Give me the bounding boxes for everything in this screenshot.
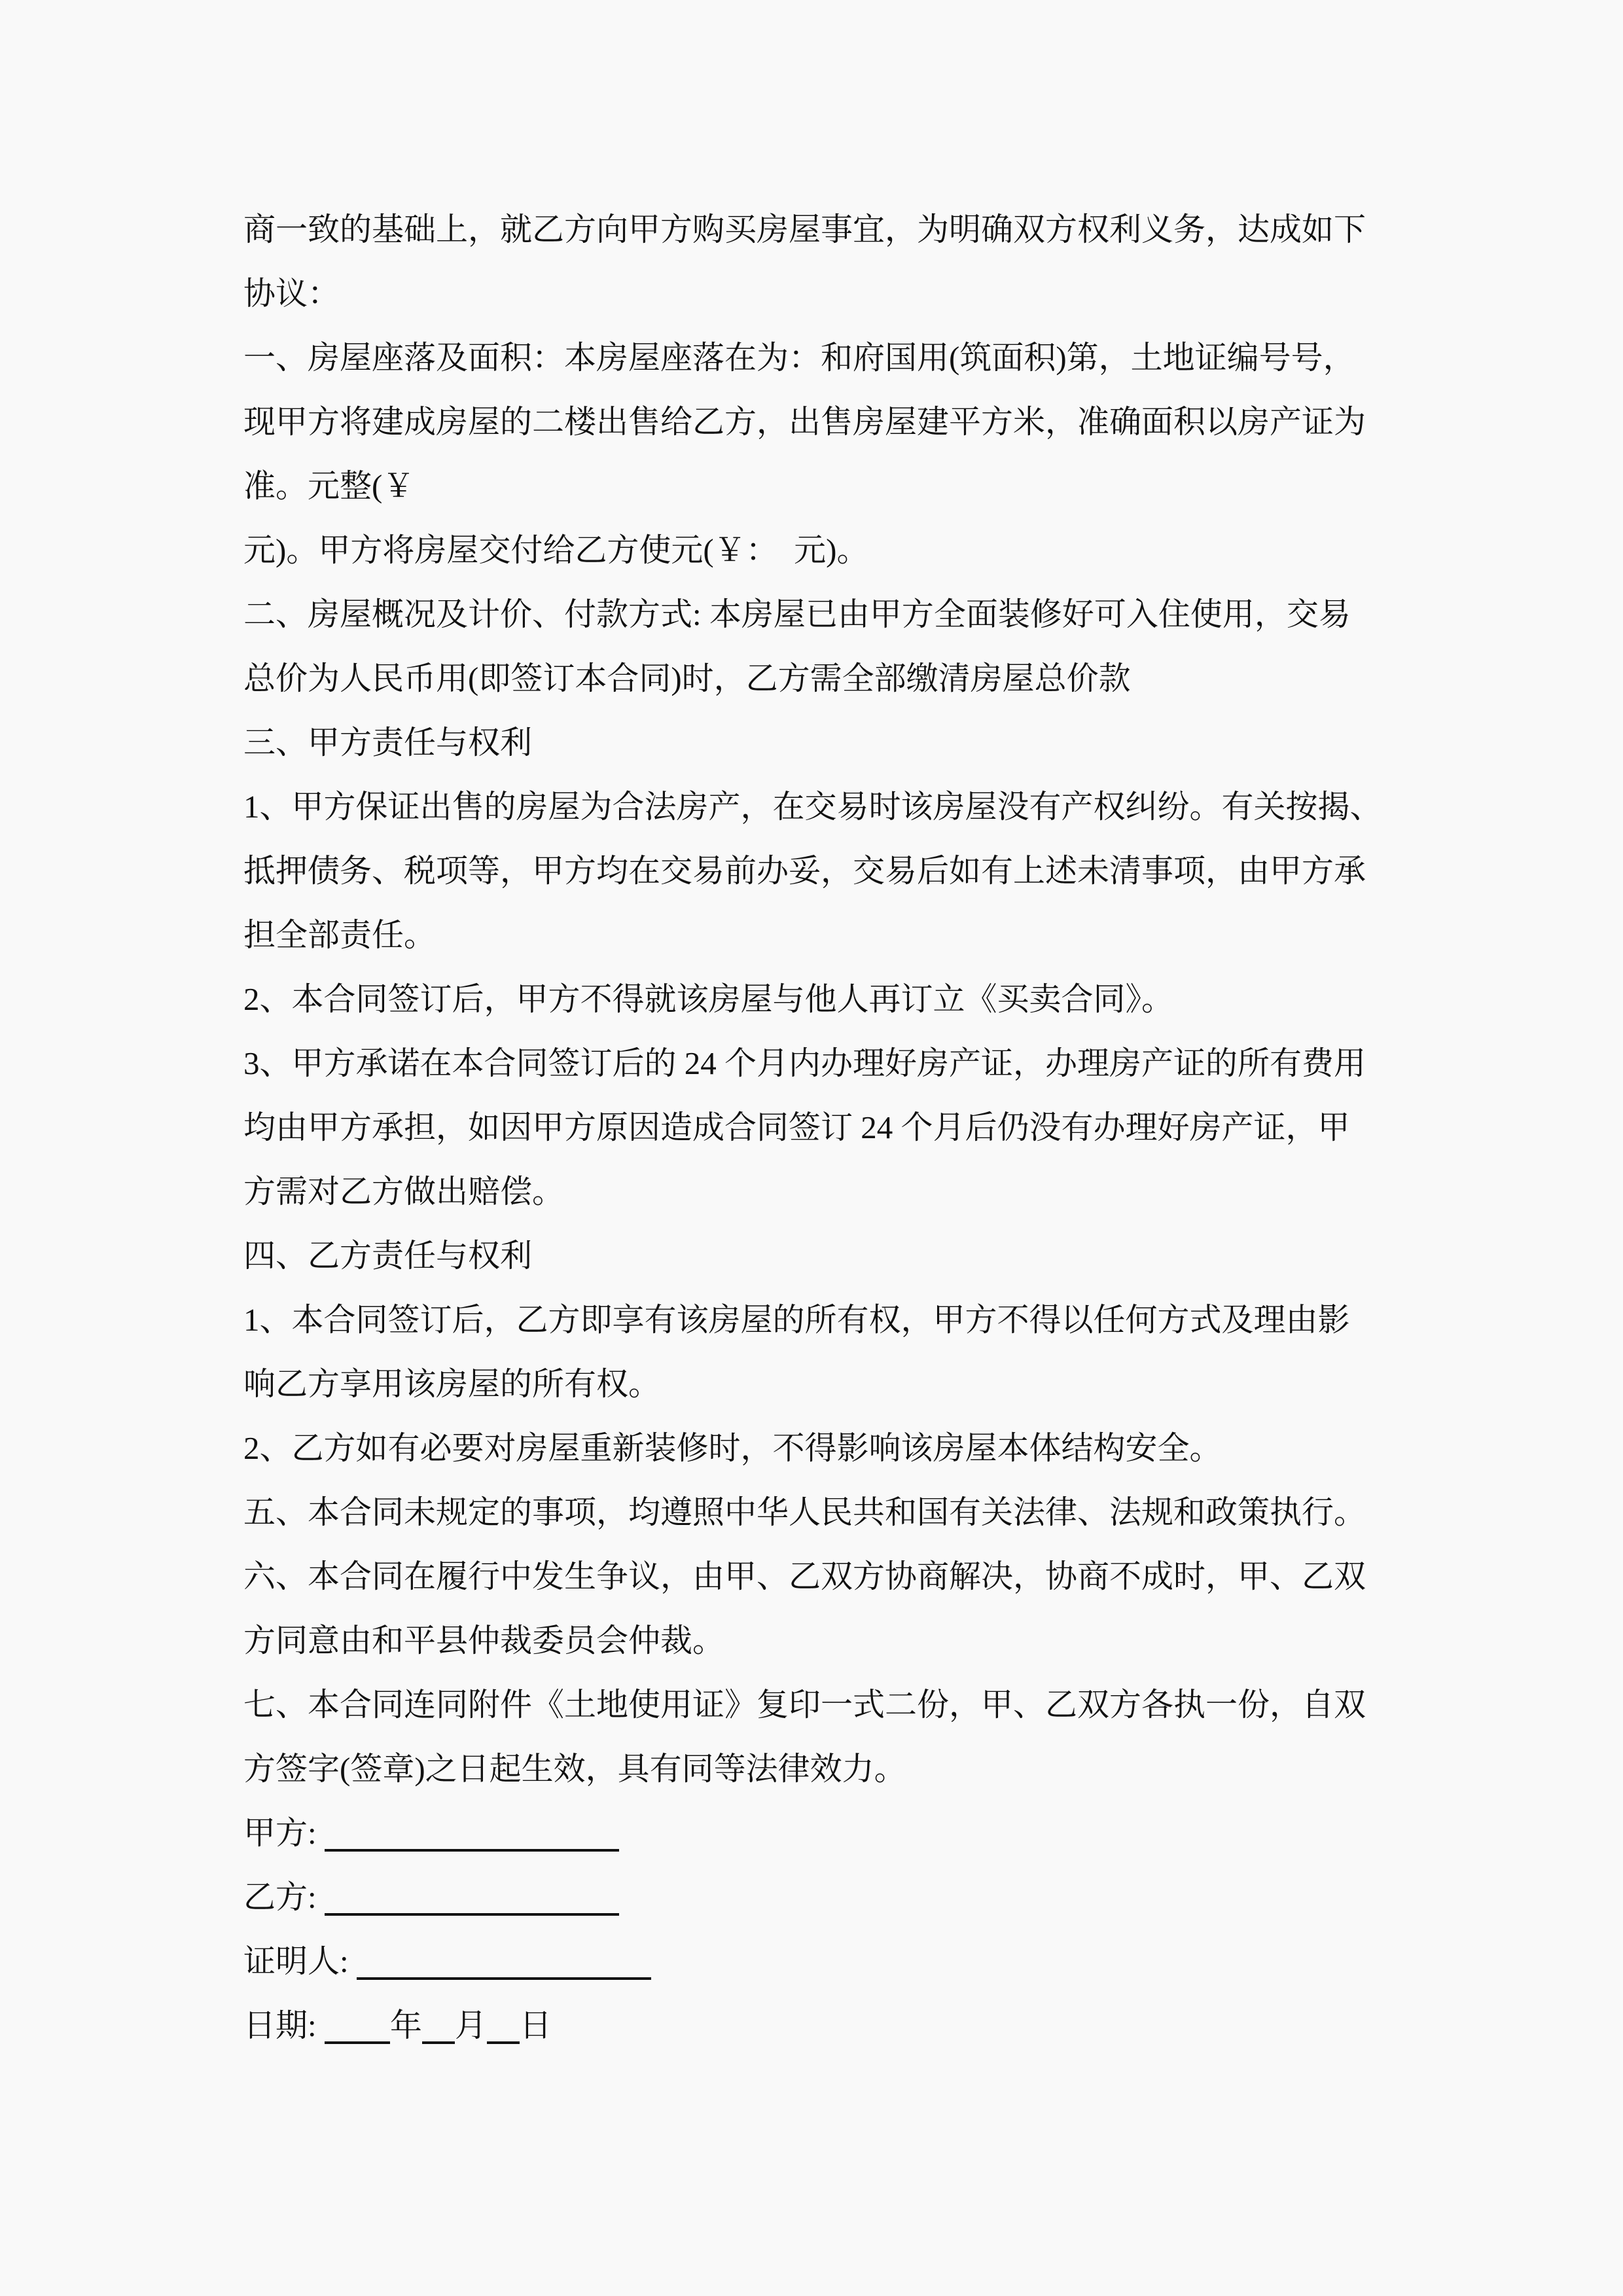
text-line: 均由甲方承担，如因甲方原因造成合同签订 24 个月后仍没有办理好房产证，甲 [243, 1109, 1350, 1145]
date-label: 日期: [243, 2007, 325, 2043]
signature-party-a [243, 1801, 1395, 1865]
month-label: 月 [454, 2007, 487, 2043]
text-line: 方同意由和平县仲裁委员会仲裁。 [243, 1623, 725, 1659]
text-line: 2、乙方如有必要对房屋重新装修时，不得影响该房屋本体结构安全。 [243, 1430, 1222, 1466]
text-line: 一、房屋座落及面积：本房屋座落在为：和府国用(筑面积)第，土地证编号号， [243, 340, 1355, 376]
year-label: 年 [389, 2007, 422, 2043]
signature-witness [243, 1929, 1395, 1994]
signature-party-b [243, 1865, 1395, 1929]
contract-body [243, 198, 1395, 1801]
text-line: 元)。甲方将房屋交付给乙方使元(￥： 元)。 [243, 532, 869, 568]
text-line: 3、甲方承诺在本合同签订后的 24 个月内办理好房产证，办理房产证的所有费用 [243, 1045, 1366, 1081]
text-line: 总价为人民币用(即签订本合同)时，乙方需全部缴清房屋总价款 [243, 660, 1131, 696]
text-line: 六、本合同在履行中发生争议，由甲、乙双方协商解决，协商不成时，甲、乙双 [243, 1558, 1366, 1594]
text-line: 抵押债务、税项等，甲方均在交易前办妥，交易后如有上述未清事项，由甲方承 [243, 853, 1366, 889]
text-line: 2、本合同签订后，甲方不得就该房屋与他人再订立《买卖合同》。 [243, 981, 1174, 1017]
party-a-blank-line [325, 1848, 619, 1852]
text-line: 1、本合同签订后，乙方即享有该房屋的所有权，甲方不得以任何方式及理由影 [243, 1302, 1350, 1338]
date-day-blank-line [487, 2041, 520, 2044]
text-line: 方签字(签章)之日起生效，具有同等法律效力。 [243, 1751, 906, 1787]
text-line: 五、本合同未规定的事项，均遵照中华人民共和国有关法律、法规和政策执行。 [243, 1494, 1366, 1530]
signature-date [243, 1994, 1395, 2058]
party-b-label: 乙方: [243, 1879, 325, 1915]
text-line: 七、本合同连同附件《土地使用证》复印一式二份，甲、乙双方各执一份，自双 [243, 1687, 1366, 1723]
text-line: 三、甲方责任与权利 [243, 725, 533, 761]
party-a-label: 甲方: [243, 1815, 325, 1851]
text-line: 商一致的基础上，就乙方向甲方购买房屋事宜，为明确双方权利义务，达成如下 [243, 211, 1366, 247]
text-line: 响乙方享用该房屋的所有权。 [243, 1366, 661, 1402]
date-year-blank-line [325, 2041, 390, 2044]
text-line: 方需对乙方做出赔偿。 [243, 1174, 565, 1210]
text-line: 准。元整(￥ [243, 468, 415, 504]
contract-document [243, 198, 1395, 2058]
text-line: 二、房屋概况及计价、付款方式: 本房屋已由甲方全面装修好可入住使用，交易 [243, 596, 1351, 632]
text-line: 担全部责任。 [243, 917, 437, 953]
text-line: 协议： [243, 276, 340, 312]
text-line: 1、甲方保证出售的房屋为合法房产，在交易时该房屋没有产权纠纷。有关按揭、 [243, 789, 1382, 825]
text-line: 四、乙方责任与权利 [243, 1238, 533, 1274]
text-line: 现甲方将建成房屋的二楼出售给乙方，出售房屋建平方米，准确面积以房产证为 [243, 404, 1366, 440]
day-label: 日 [519, 2007, 552, 2043]
witness-blank-line [357, 1977, 651, 1980]
party-b-blank-line [325, 1912, 619, 1916]
date-month-blank-line [422, 2041, 455, 2044]
witness-label: 证明人: [243, 1943, 357, 1979]
